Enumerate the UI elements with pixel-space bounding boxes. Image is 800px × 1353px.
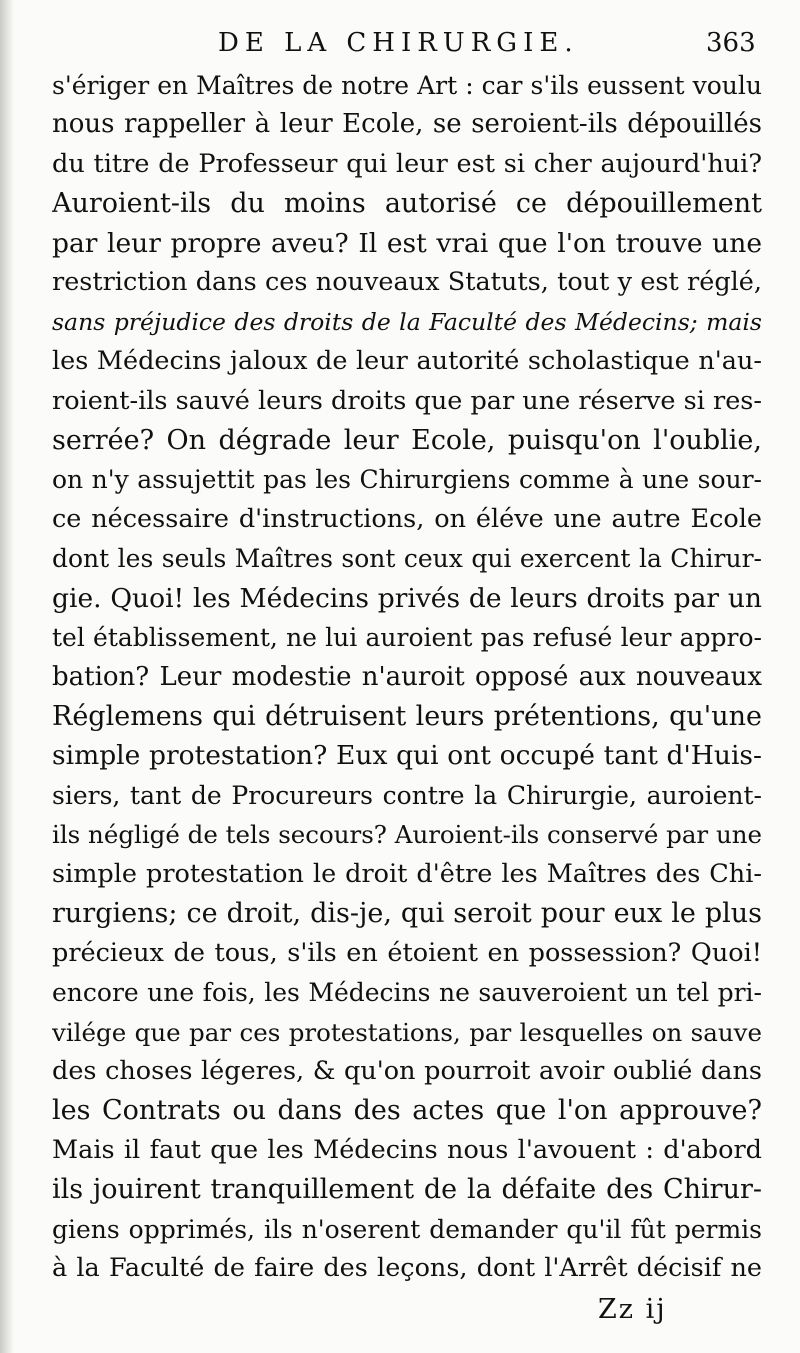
text-line: gie. Quoi! les Médecins privés de leurs droits par un xyxy=(52,582,762,614)
gutter-shadow xyxy=(0,0,14,1353)
text-line: roient-ils sauvé leurs droits que par une réserve si res- xyxy=(52,385,762,416)
text-line-italic: sans préjudice des droits de la Faculté des Médecins; mais xyxy=(52,307,762,336)
text-line: précieux de tous, s'ils en étoient en possession? Quoi! xyxy=(52,937,762,968)
text-line: du titre de Professeur qui leur est si cher aujourd'hui? xyxy=(52,148,762,179)
text-line: Mais il faut que les Médecins nous l'avouent : d'abord xyxy=(52,1134,762,1165)
text-line: par leur propre aveu? Il est vrai que l'on trouve une xyxy=(52,227,762,259)
text-line: s'ériger en Maîtres de notre Art : car s'ils eussent voulu xyxy=(52,71,762,100)
running-title: DE LA CHIRURGIE. xyxy=(218,28,579,58)
text-line: ils négligé de tels secours? Auroient-ils conservé par une xyxy=(52,820,762,850)
text-line: les Contrats ou dans des actes que l'on approuve? xyxy=(52,1095,762,1127)
text-line: les Médecins jaloux de leur autorité scholastique n'au- xyxy=(52,346,762,377)
text-line: encore une fois, les Médecins ne sauveroient un tel pri- xyxy=(52,978,762,1008)
text-line: simple protestation? Eux qui ont occupé tant d'Huis- xyxy=(52,740,762,772)
text-line: vilége que par ces protestations, par lesquelles on sauve xyxy=(52,1017,762,1047)
text-line: rurgiens; ce droit, dis-je, qui seroit pour eux le plus xyxy=(52,898,762,930)
page-number: 363 xyxy=(706,28,756,58)
text-line: serrée? On dégrade leur Ecole, puisqu'on l'oublie, xyxy=(52,424,762,456)
running-head xyxy=(0,28,800,68)
text-line: on n'y assujettit pas les Chirurgiens comme à une sour- xyxy=(52,465,762,495)
text-line: nous rappeller à leur Ecole, se seroient-ils dépouillés xyxy=(52,109,762,140)
text-line: dont les seuls Maîtres sont ceux qui exercent la Chirur- xyxy=(52,544,762,574)
text-line: restriction dans ces nouveaux Statuts, tout y est réglé, xyxy=(52,267,762,298)
text-line: ils jouirent tranquillement de la défaite des Chirur- xyxy=(52,1174,762,1206)
text-line: Réglemens qui détruisent leurs prétentions, qu'une xyxy=(52,701,762,732)
text-line: tel établissement, ne lui auroient pas refusé leur appro- xyxy=(52,623,762,653)
text-line: siers, tant de Procureurs contre la Chirurgie, auroient- xyxy=(52,780,762,810)
text-line: des choses légeres, & qu'on pourroit avoir oublié dans xyxy=(52,1055,762,1086)
text-line: Auroient-ils du moins autorisé ce dépouillement xyxy=(52,188,762,220)
text-line: ce nécessaire d'instructions, on éléve une autre Ecole xyxy=(52,503,762,534)
text-line: à la Faculté de faire des leçons, dont l'Arrêt décisif ne xyxy=(52,1253,762,1284)
text-line: giens opprimés, ils n'oserent demander qu'il fût permis xyxy=(52,1214,762,1244)
body-text xyxy=(52,66,762,1289)
text-line: simple protestation le droit d'être les Maîtres des Chi- xyxy=(52,858,762,889)
text-line: bation? Leur modestie n'auroit opposé aux nouveaux xyxy=(52,661,762,692)
signature-mark: Zz ij xyxy=(598,1294,667,1325)
